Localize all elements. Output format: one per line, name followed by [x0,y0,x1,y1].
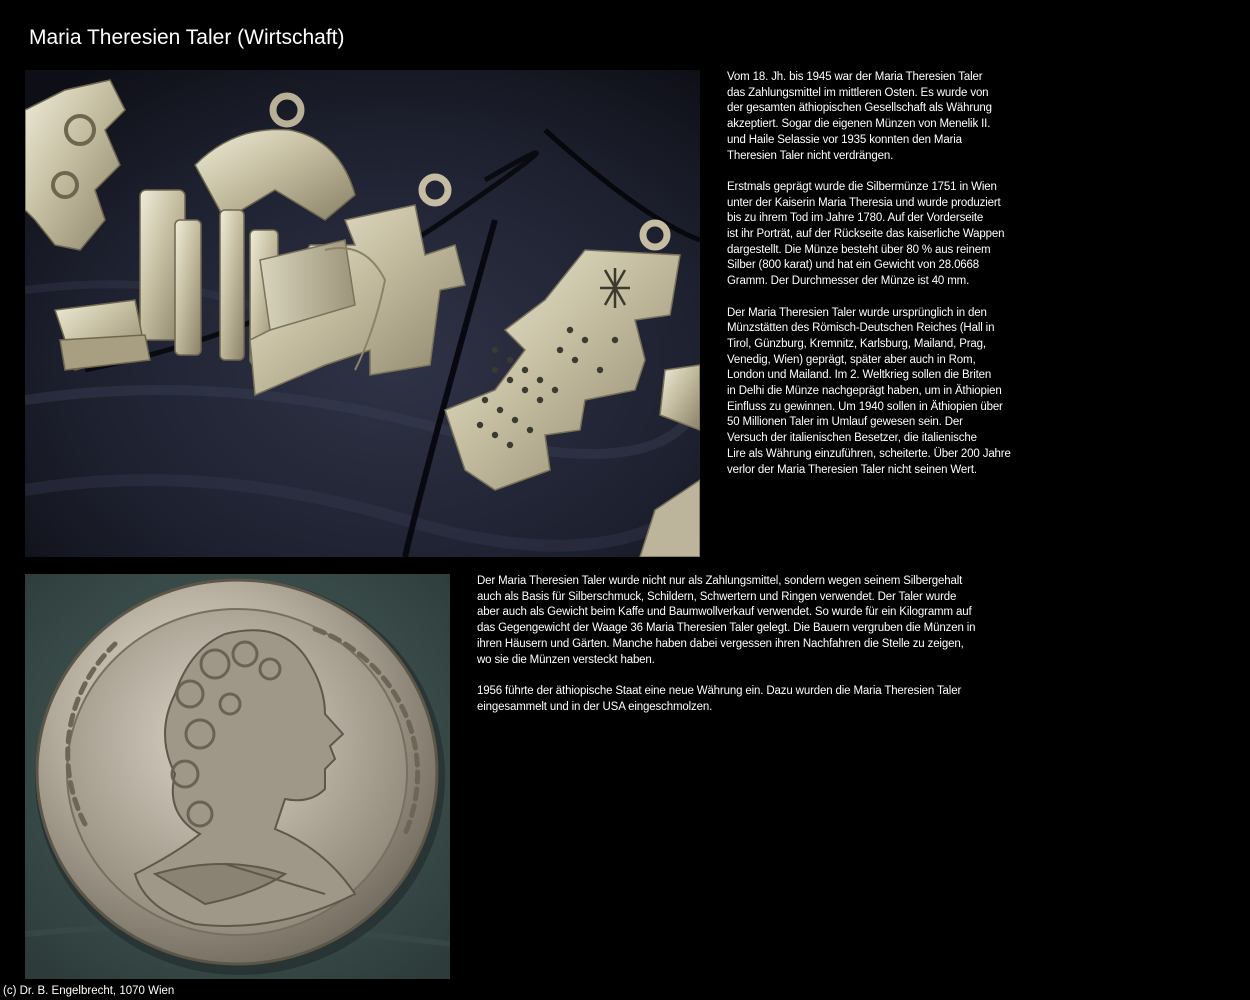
paragraph [727,70,1047,164]
text-line: Der Maria Theresien Taler wurde ursprünglich in den [727,306,987,319]
text-line: 1956 führte der äthiopische Staat eine neue Währung ein. Dazu wurden die Maria Theresien Taler [477,684,962,697]
paragraph [727,306,1047,479]
text-line: das Gegengewicht der Waage 36 Maria Theresien Taler gelegt. Die Bauern vergruben die Münzen in [477,622,976,635]
text-line: Versuch der italienischen Besetzer, die italienische [727,432,977,445]
crosses-photo-illustration [25,70,700,557]
paragraph [477,684,1037,715]
paragraph [727,180,1047,290]
article-text-right [727,70,1047,494]
text-line: Gramm. Der Durchmesser der Münze ist 40 mm. [727,275,970,288]
coin-photo-illustration [25,574,450,979]
text-line: eingesammelt und in der USA eingeschmolzen. [477,700,713,713]
text-line: wo sie die Münzen versteckt haben. [477,653,655,666]
article-text-bottom [477,574,1037,731]
text-line: Der Maria Theresien Taler wurde nicht nur als Zahlungsmittel, sondern wegen seinem Silbergehalt [477,575,963,587]
text-line: London und Mailand. Im 2. Weltkrieg sollen die Briten [727,369,992,382]
text-line: akzeptiert. Sogar die eigenen Münzen von Menelik II. [727,118,991,131]
text-line: auch als Basis für Silberschmuck, Schildern, Schwertern und Ringen verwendet. Der Taler wurde [477,590,957,603]
text-line: dargestellt. Die Münze besteht über 80 % aus reinem [727,243,991,256]
text-line: Tirol, Günzburg, Kremnitz, Karlsburg, Mailand, Prag, [727,337,986,350]
text-line: Erstmals geprägt wurde die Silbermünze 1751 in Wien [727,180,997,193]
text-line: der gesamten äthiopischen Gesellschaft als Währung [727,102,992,115]
text-line: Vom 18. Jh. bis 1945 war der Maria Theresien Taler [727,71,983,83]
text-line: Lire als Währung einzuführen, scheiterte. Über 200 Jahre [727,447,1011,460]
text-line: verlor der Maria Theresien Taler nicht seinen Wert. [727,463,977,476]
text-line: bis zu ihrem Tod im Jahre 1780. Auf der Vorderseite [727,212,984,225]
text-line: in Delhi die Münze nachgeprägt haben, um in Äthiopien [727,385,1002,398]
text-line: das Zahlungsmittel im mittleren Osten. Es wurde von [727,86,989,99]
text-line: und Haile Selassie vor 1935 konnten den Maria [727,133,962,146]
text-line: unter der Kaiserin Maria Theresia und wurde produziert [727,196,1001,209]
text-line: aber auch als Gewicht beim Kaffe und Baumwollverkauf verwendet. So wurde für ein Kilogramm auf [477,606,972,619]
text-line: Silber (800 karat) und hat ein Gewicht von 28.0668 [727,259,980,272]
coin-photo [25,574,450,979]
text-line: 50 Millionen Taler im Umlauf gewesen sein. Der [727,416,963,429]
text-line: Venedig, Wien) geprägt, später aber auch in Rom, [727,353,976,366]
text-line: ihren Häusern und Gärten. Manche haben dabei vergessen ihren Nachfahren die Stelle zu zeigen, [477,637,964,650]
text-line: Einfluss zu gewinnen. Um 1940 sollen in Äthiopien über [727,400,1003,413]
text-line: Theresien Taler nicht verdrängen. [727,149,894,162]
crosses-photo [25,70,700,557]
paragraph [477,574,1037,668]
page-title: Maria Theresien Taler (Wirtschaft) [29,26,345,49]
text-line: Münzstätten des Römisch-Deutschen Reiches (Hall in [727,322,995,335]
copyright-notice: (c) Dr. B. Engelbrecht, 1070 Wien [3,985,175,997]
text-line: ist ihr Porträt, auf der Rückseite das kaiserliche Wappen [727,228,1005,241]
